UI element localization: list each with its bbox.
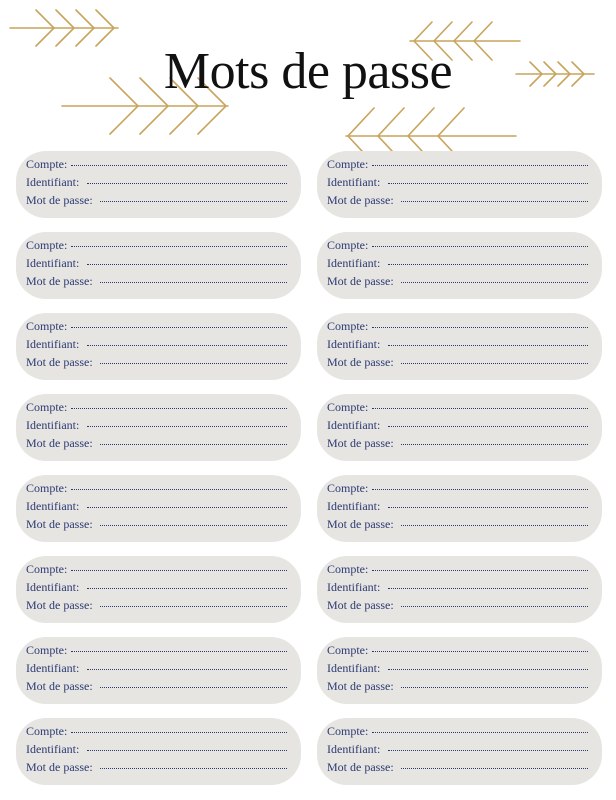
password-label: Mot de passe: (327, 517, 394, 531)
account-label: Compte: (26, 562, 68, 576)
account-blank-line[interactable] (71, 489, 287, 490)
password-row (26, 760, 291, 778)
password-card (16, 394, 301, 461)
password-blank-line[interactable] (100, 201, 287, 202)
password-label: Mot de passe: (327, 355, 394, 369)
password-card (317, 394, 602, 461)
password-row (26, 517, 291, 535)
username-blank-line[interactable] (87, 750, 287, 751)
username-row (327, 418, 592, 436)
account-row (327, 562, 592, 580)
password-row (327, 274, 592, 292)
account-blank-line[interactable] (71, 651, 287, 652)
account-blank-line[interactable] (372, 327, 588, 328)
password-label: Mot de passe: (26, 193, 93, 207)
password-blank-line[interactable] (401, 768, 588, 769)
account-blank-line[interactable] (71, 165, 287, 166)
account-blank-line[interactable] (372, 489, 588, 490)
account-label: Compte: (327, 643, 369, 657)
username-label: Identifiant: (26, 742, 80, 756)
username-blank-line[interactable] (87, 345, 287, 346)
account-row (26, 400, 291, 418)
username-row (26, 418, 291, 436)
account-blank-line[interactable] (71, 246, 287, 247)
username-row (26, 742, 291, 760)
password-card (317, 637, 602, 704)
password-label: Mot de passe: (26, 598, 93, 612)
account-blank-line[interactable] (372, 165, 588, 166)
username-row (26, 256, 291, 274)
account-label: Compte: (26, 481, 68, 495)
username-label: Identifiant: (327, 742, 381, 756)
password-label: Mot de passe: (26, 679, 93, 693)
username-row (327, 256, 592, 274)
username-label: Identifiant: (327, 499, 381, 513)
username-label: Identifiant: (327, 580, 381, 594)
password-blank-line[interactable] (401, 525, 588, 526)
account-label: Compte: (26, 400, 68, 414)
username-blank-line[interactable] (388, 183, 588, 184)
password-blank-line[interactable] (100, 525, 287, 526)
account-blank-line[interactable] (71, 327, 287, 328)
password-card (317, 151, 602, 218)
password-blank-line[interactable] (100, 687, 287, 688)
username-row (26, 337, 291, 355)
username-row (327, 499, 592, 517)
password-blank-line[interactable] (100, 444, 287, 445)
password-blank-line[interactable] (100, 768, 287, 769)
account-blank-line[interactable] (372, 651, 588, 652)
account-blank-line[interactable] (71, 732, 287, 733)
arrow-right-icon (10, 10, 118, 46)
password-row (327, 760, 592, 778)
account-row (26, 157, 291, 175)
username-row (26, 661, 291, 679)
account-row (26, 562, 291, 580)
username-blank-line[interactable] (87, 669, 287, 670)
password-row (26, 436, 291, 454)
username-row (26, 175, 291, 193)
password-blank-line[interactable] (100, 363, 287, 364)
username-row (327, 175, 592, 193)
account-blank-line[interactable] (71, 408, 287, 409)
password-card (16, 151, 301, 218)
account-row (26, 319, 291, 337)
username-label: Identifiant: (26, 580, 80, 594)
username-blank-line[interactable] (87, 507, 287, 508)
password-card (16, 718, 301, 785)
account-label: Compte: (327, 238, 369, 252)
account-row (327, 724, 592, 742)
username-blank-line[interactable] (87, 426, 287, 427)
password-blank-line[interactable] (401, 282, 588, 283)
account-row (26, 238, 291, 256)
password-row (327, 193, 592, 211)
account-blank-line[interactable] (372, 732, 588, 733)
page-title: Mots de passe (163, 43, 453, 100)
password-label: Mot de passe: (26, 436, 93, 450)
password-row (26, 193, 291, 211)
username-blank-line[interactable] (388, 750, 588, 751)
password-blank-line[interactable] (100, 606, 287, 607)
password-label: Mot de passe: (327, 760, 394, 774)
account-blank-line[interactable] (372, 408, 588, 409)
password-card-grid (16, 151, 602, 785)
password-row (26, 679, 291, 697)
username-blank-line[interactable] (388, 264, 588, 265)
username-label: Identifiant: (327, 256, 381, 270)
username-label: Identifiant: (26, 337, 80, 351)
account-row (327, 319, 592, 337)
account-label: Compte: (327, 724, 369, 738)
account-label: Compte: (327, 562, 369, 576)
password-blank-line[interactable] (401, 201, 588, 202)
password-row (327, 517, 592, 535)
password-card (16, 313, 301, 380)
username-label: Identifiant: (26, 418, 80, 432)
account-row (327, 157, 592, 175)
username-blank-line[interactable] (388, 588, 588, 589)
account-row (327, 238, 592, 256)
password-label: Mot de passe: (327, 598, 394, 612)
password-card (317, 475, 602, 542)
account-label: Compte: (26, 157, 68, 171)
password-label: Mot de passe: (26, 517, 93, 531)
account-row (327, 481, 592, 499)
username-label: Identifiant: (26, 175, 80, 189)
password-row (26, 355, 291, 373)
account-label: Compte: (327, 157, 369, 171)
username-row (26, 580, 291, 598)
account-label: Compte: (26, 643, 68, 657)
password-row (327, 598, 592, 616)
password-blank-line[interactable] (401, 687, 588, 688)
username-blank-line[interactable] (87, 183, 287, 184)
password-label: Mot de passe: (327, 193, 394, 207)
username-label: Identifiant: (26, 661, 80, 675)
account-row (327, 400, 592, 418)
account-label: Compte: (327, 481, 369, 495)
password-row (327, 436, 592, 454)
password-blank-line[interactable] (100, 282, 287, 283)
username-label: Identifiant: (26, 256, 80, 270)
password-row (26, 598, 291, 616)
username-row (327, 742, 592, 760)
password-label: Mot de passe: (26, 274, 93, 288)
password-blank-line[interactable] (401, 444, 588, 445)
password-card (317, 313, 602, 380)
password-label: Mot de passe: (26, 355, 93, 369)
username-label: Identifiant: (327, 661, 381, 675)
username-blank-line[interactable] (87, 588, 287, 589)
password-card (317, 718, 602, 785)
username-blank-line[interactable] (388, 426, 588, 427)
username-row (26, 499, 291, 517)
account-label: Compte: (26, 319, 68, 333)
username-blank-line[interactable] (388, 345, 588, 346)
password-card (317, 232, 602, 299)
account-row (26, 643, 291, 661)
password-card (16, 637, 301, 704)
account-row (26, 481, 291, 499)
password-blank-line[interactable] (401, 606, 588, 607)
account-blank-line[interactable] (372, 570, 588, 571)
username-blank-line[interactable] (388, 669, 588, 670)
password-card (317, 556, 602, 623)
username-blank-line[interactable] (87, 264, 287, 265)
account-label: Compte: (327, 319, 369, 333)
account-blank-line[interactable] (372, 246, 588, 247)
username-label: Identifiant: (327, 175, 381, 189)
account-label: Compte: (327, 400, 369, 414)
password-card (16, 475, 301, 542)
password-row (26, 274, 291, 292)
username-row (327, 580, 592, 598)
username-label: Identifiant: (327, 337, 381, 351)
password-row (327, 679, 592, 697)
password-label: Mot de passe: (327, 436, 394, 450)
account-row (327, 643, 592, 661)
password-label: Mot de passe: (26, 760, 93, 774)
password-row (327, 355, 592, 373)
password-card (16, 232, 301, 299)
password-card (16, 556, 301, 623)
username-label: Identifiant: (327, 418, 381, 432)
username-row (327, 661, 592, 679)
username-label: Identifiant: (26, 499, 80, 513)
account-blank-line[interactable] (71, 570, 287, 571)
username-blank-line[interactable] (388, 507, 588, 508)
account-row (26, 724, 291, 742)
username-row (327, 337, 592, 355)
password-label: Mot de passe: (327, 274, 394, 288)
account-label: Compte: (26, 724, 68, 738)
account-label: Compte: (26, 238, 68, 252)
password-label: Mot de passe: (327, 679, 394, 693)
password-blank-line[interactable] (401, 363, 588, 364)
